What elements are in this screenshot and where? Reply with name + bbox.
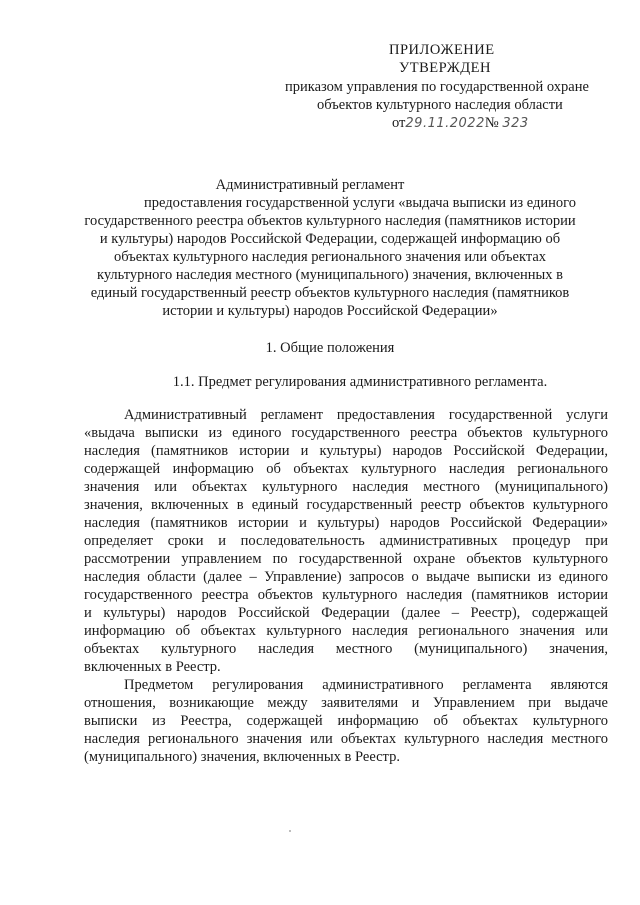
paragraph-line: наследия (памятников истории и культуры) народов Российской Федерации,	[84, 443, 608, 459]
paragraph-line: содержащей информацию об объектах культурного наследия регионального	[84, 461, 608, 477]
paragraph-line: информацию об объектах культурного наследия регионального значения или	[84, 623, 608, 639]
paragraph-line: выписки из Реестра, содержащей информацию об объектах культурного	[84, 713, 608, 729]
regulation-subtitle-line: и культуры) народов Российской Федерации, содержащей информацию об	[99, 231, 561, 247]
paragraph-line: наследия (памятников истории и культуры) народов Российской Федерации»	[84, 515, 608, 531]
regulation-subtitle-line: истории и культуры) народов Российской Федерации»	[162, 303, 498, 319]
handwritten-number: 323	[502, 116, 529, 131]
regulation-subtitle-line: предоставления государственной услуги «выдача выписки из единого	[144, 195, 576, 211]
paragraph-line: «выдача выписки из единого государственного реестра объектов культурного	[84, 425, 608, 441]
paragraph-line: наследия области (далее – Управление) запросов о выдаче выписки из единого	[84, 569, 608, 585]
approval-date-number	[392, 114, 529, 133]
paragraph-line: наследия регионального значения или объектах культурного наследия местного	[84, 731, 608, 747]
handwritten-date: 29.11.2022	[405, 116, 485, 131]
paragraph-line: (муниципального) значения, включенных в Реестр.	[84, 749, 400, 765]
regulation-title: Административный регламент	[215, 177, 405, 193]
date-prefix: от	[392, 115, 406, 131]
paragraph-line: Предметом регулирования административного регламента являются	[124, 677, 608, 693]
paragraph-line: отношения, возникающие между заявителями и Управлением при выдаче	[84, 695, 608, 711]
regulation-subtitle-line: объектах культурного наследия регионального значения или объектах	[113, 249, 547, 265]
subsection-heading: 1.1. Предмет регулирования административного регламента.	[172, 374, 548, 390]
appendix-label: ПРИЛОЖЕНИЕ	[389, 42, 495, 58]
paragraph-line: Административный регламент предоставления государственной услуги	[124, 407, 608, 423]
paragraph-line: определяет сроки и последовательность административных процедур при	[84, 533, 608, 549]
approved-label: УТВЕРЖДЕН	[399, 60, 491, 76]
paragraph-line: значения, включенных в единый государственный реестр объектов культурного	[84, 497, 608, 513]
paragraph-line: значения или объектах культурного наследия местного (муниципального)	[84, 479, 608, 495]
paragraph-line: и культуры) народов Российской Федерации (далее – Реестр), содержащей	[84, 605, 608, 621]
approval-order-line: приказом управления по государственной охране	[285, 79, 589, 95]
approval-authority-line: объектов культурного наследия области	[317, 97, 563, 113]
section-heading: 1. Общие положения	[265, 340, 395, 356]
paragraph-line: рассмотрении управлением по государственной охране объектов культурного	[84, 551, 608, 567]
scan-dot	[289, 830, 291, 832]
regulation-subtitle-line: культурного наследия местного (муниципального) значения, включенных в	[96, 267, 564, 283]
regulation-subtitle-line: единый государственный реестр объектов культурного наследия (памятников	[90, 285, 570, 301]
number-prefix: №	[484, 115, 499, 131]
paragraph-line: государственного реестра объектов культурного наследия (памятников истории	[84, 587, 608, 603]
regulation-subtitle-line: государственного реестра объектов культурного наследия (памятников истории	[84, 213, 576, 229]
paragraph-line: включенных в Реестр.	[84, 659, 221, 675]
paragraph-line: объектах культурного наследия местного (муниципального) значения,	[84, 641, 608, 657]
